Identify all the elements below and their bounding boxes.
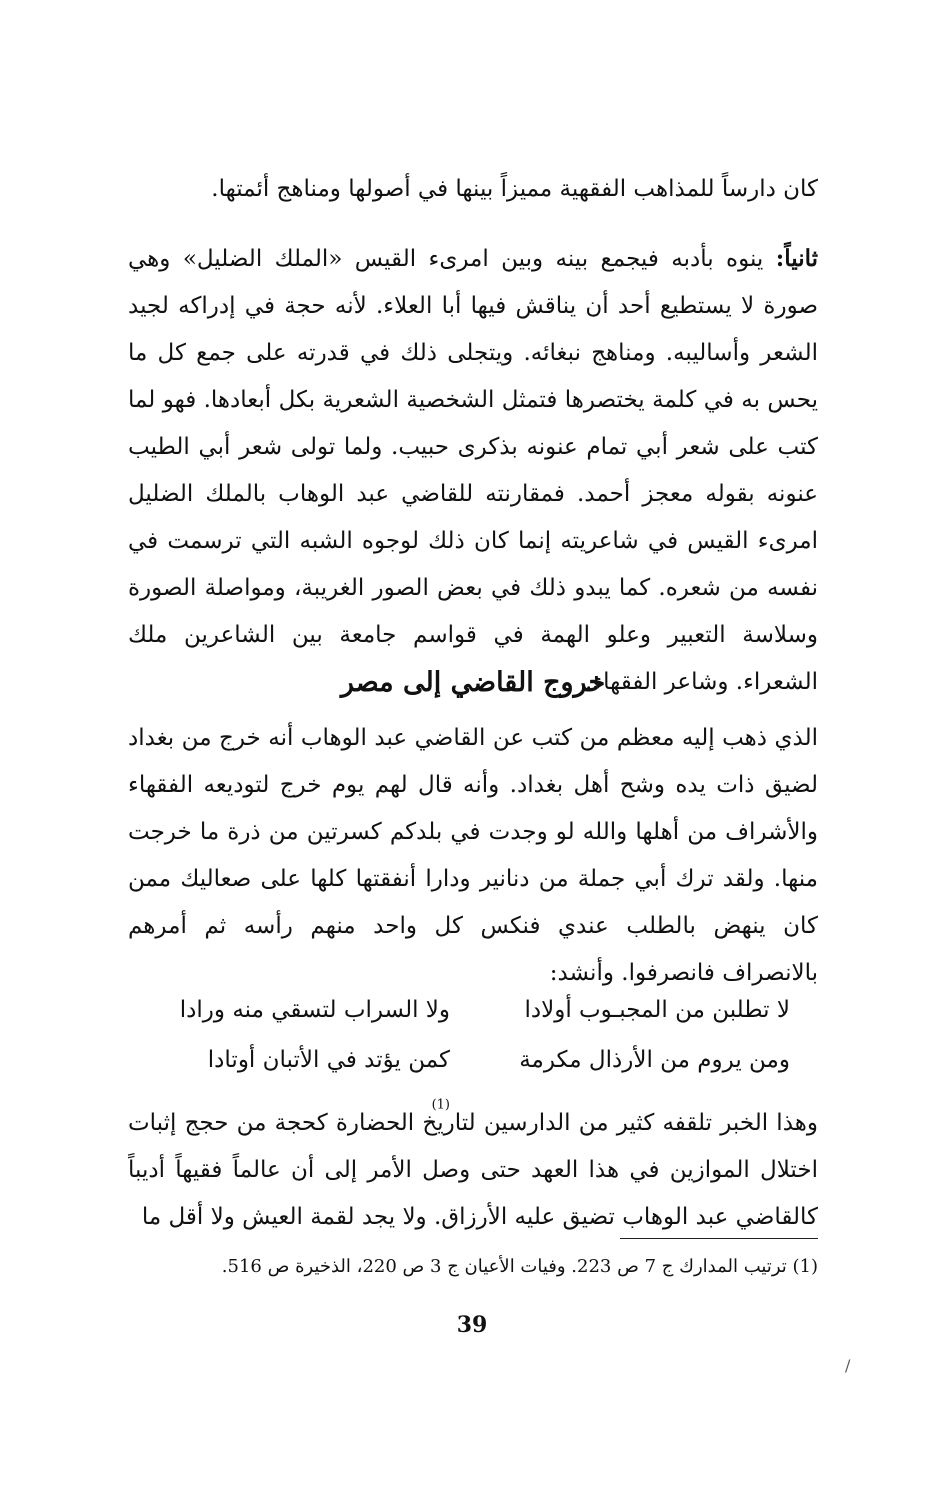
verse-2-first-hemistich: ومن يروم من الأرذال مكرمة — [519, 1047, 790, 1073]
footnote-marker: (1) — [431, 1097, 450, 1113]
poem-verse-1 — [150, 985, 790, 1035]
footnote-divider — [620, 1238, 818, 1239]
paragraph-2-text: ينوه بأدبه فيجمع بينه وبين امرىء القيس «الملك الضليل» وهي صورة لا يستطيع أحد أن يناقش فيها أبا العلاء. لأنه حجة في إدراكه لجيد الشعر وأساليبه. ومناهج نبغائه. ويتجلى ذلك في قدرته على جمع كل ما يحس به في كلمة يختصرها فتمثل الشخصية الشعرية بكل أبعادها. فهو لما كتب على شعر أبي تمام عنونه بذكرى حبيب. ولما تولى شعر أبي الطيب عنونه بقوله معجز أحمد. فمقارنته للقاضي عبد الوهاب بالملك الضليل امرىء القيس في شاعريته إنما كان ذلك لوجوه الشبه التي ترسمت في نفسه من شعره. كما يبدو ذلك في بعض الصور الغريبة، ومواصلة الصورة وسلاسة التعبير وعلو الهمة في قواسم جامعة بين الشاعرين ملك الشعراء. وشاعر الفقهاء. — [128, 246, 818, 695]
verse-1-second-hemistich: ولا السراب لتسقي منه ورادا — [179, 997, 450, 1023]
section-heading: خروج القاضي إلى مصر — [340, 667, 606, 698]
paragraph-1: كان دارساً للمذاهب الفقهية مميزاً بينها في أصولها ومناهج أئمتها. — [211, 176, 818, 202]
verse-1-first-hemistich: لا تطلبن من المجبـوب أولادا — [524, 997, 790, 1023]
verse-2-second-hemistich: كمن يؤتد في الأتبان أوتادا — [207, 1047, 450, 1073]
stray-mark: / — [845, 1356, 851, 1375]
paragraph-4: وهذا الخبر تلقفه كثير من الدارسين لتاريخ الحضارة كحجة من حجج إثبات اختلال الموازين في هذا العهد حتى وصل الأمر إلى أن عالماً فقيهاً أديباً كالقاضي عبد الوهاب تضيق عليه الأرزاق. ولا يجد لقمة العيش ولا أقل ما — [128, 1110, 818, 1230]
paragraph-2 — [128, 235, 818, 706]
paragraph-3: الذي ذهب إليه معظم من كتب عن القاضي عبد الوهاب أنه خرج من بغداد لضيق ذات يده وشح أهل بغداد. وأنه قال لهم يوم خرج لتوديعه الفقهاء والأشراف من أهلها والله لو وجدت في بلدكم كسرتين من ذرة ما خرجت منها. ولقد ترك أبي جملة من دنانير ودارا أنفقتها كلها على صعاليك ممن كان ينهض بالطلب عندي فنكس كل واحد منهم رأسه ثم أمرهم بالانصراف فانصرفوا. وأنشد: — [128, 725, 818, 986]
footnote: (1) ترتيب المدارك ج 7 ص 223. وفيات الأعيان ج 3 ص 220، الذخيرة ص 516. — [221, 1256, 818, 1277]
paragraph-2-lead: ثانياً: — [775, 245, 818, 272]
page-number: 39 — [456, 1312, 488, 1338]
